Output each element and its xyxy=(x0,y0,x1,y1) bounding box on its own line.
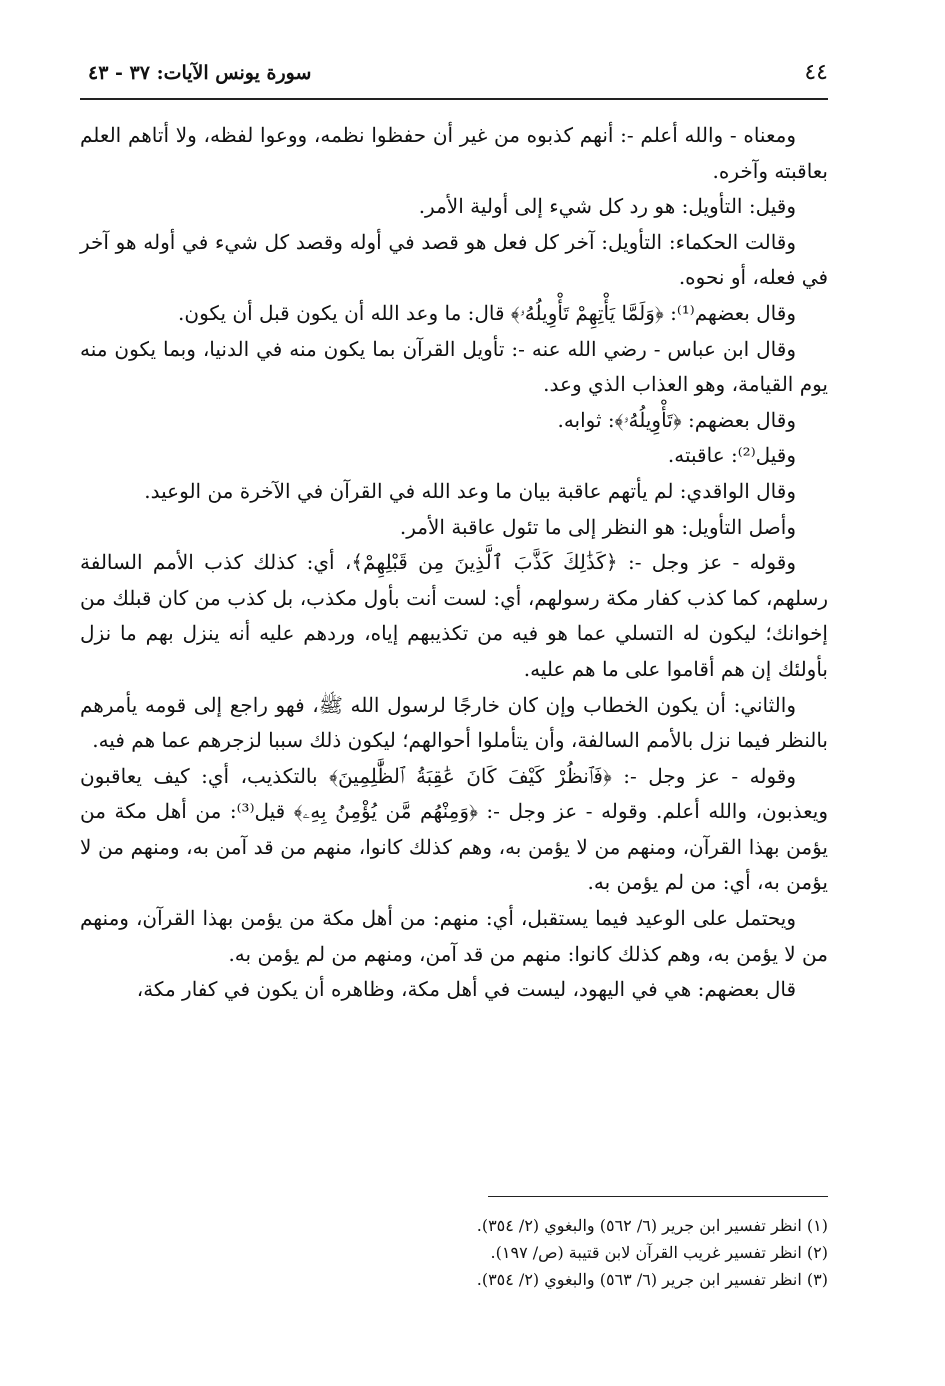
paragraph: وقيل: التأويل: هو رد كل شيء إلى أولية الأمر. xyxy=(418,194,796,219)
paragraph: وقال الواقدي: لم يأتهم عاقبة بيان ما وعد الله في القرآن في الآخرة من الوعيد. xyxy=(144,478,796,503)
main-text xyxy=(80,118,828,1008)
paragraph: وقوله - عز وجل -: ﴿فَٱنظُرْ كَيْفَ كَانَ عَٰقِبَةُ ٱلظَّٰلِمِينَ﴾ بالتكذيب، أي: كيف يعاقبون ويعذبون، والله أعلم. وقوله - عز وجل -: ﴿وَمِنْهُم مَّن يُؤْمِنُ بِهِۦ﴾ قيل⁽³⁾: من أهل مكة من يؤمن بهذا القرآن، ومنهم من لا يؤمن به، وهم كذلك كانوا، منهم من قد آمن به، ومنهم من لا يؤمن به، أي: من لم يؤمن به. xyxy=(80,763,828,895)
paragraph: وقال بعضهم⁽¹⁾: ﴿وَلَمَّا يَأْتِهِمْ تَأْوِيلُهُۥ﴾ قال: ما وعد الله أن يكون قبل أن يكون. xyxy=(178,300,796,325)
paragraph: وقيل⁽²⁾: عاقبته. xyxy=(667,443,796,468)
page-number: ٤٤ xyxy=(804,60,828,85)
paragraph: ويحتمل على الوعيد فيما يستقبل، أي: منهم: من أهل مكة من يؤمن بهذا القرآن، ومنهم من لا يؤمن به، وهم كذلك كانوا: منهم من قد آمن، ومنهم من لم يؤمن به. xyxy=(80,906,828,966)
footnotes xyxy=(80,1212,828,1293)
paragraph: وقال بعضهم: ﴿تَأْوِيلُهُۥ﴾: ثوابه. xyxy=(557,407,796,432)
footnote: (١) انظر تفسير ابن جرير (٦/ ٥٦٢) والبغوي (٢/ ٣٥٤). xyxy=(476,1216,828,1235)
footnote: (٣) انظر تفسير ابن جرير (٦/ ٥٦٣) والبغوي (٢/ ٣٥٤). xyxy=(476,1270,828,1289)
paragraph: وقوله - عز وجل -: ﴿كَذَٰلِكَ كَذَّبَ ٱلَّذِينَ مِن قَبْلِهِمْ﴾، أي: كذلك كذب الأمم السالفة رسلهم، كما كذب كفار مكة رسولهم، أي: لست أنت بأول مكذب، بل كذب من كان قبلك من إخوانك؛ ليكون له التسلي عما هو فيه من تكذيبهم إياه، وردهم عليه أنه ينزل بهم ما نزل بأولئك إن هم أقاموا على ما هم عليه. xyxy=(80,550,828,681)
footnote: (٢) انظر تفسير غريب القرآن لابن قتيبة (ص/ ١٩٧). xyxy=(490,1243,828,1262)
paragraph: والثاني: أن يكون الخطاب وإن كان خارجًا لرسول الله ﷺ، فهو راجع إلى قومه يأمرهم بالنظر فيما نزل بالأمم السالفة، وأن يتأملوا أحوالهم؛ ليكون ذلك سببا لزجرهم عما هم فيه. xyxy=(80,692,828,753)
paragraph: وقال ابن عباس - رضي الله عنه -: تأويل القرآن بما يكون منه في الدنيا، وبما يكون منه يوم القيامة، وهو العذاب الذي وعد. xyxy=(80,336,828,397)
paragraph: قال بعضهم: هي في اليهود، ليست في أهل مكة، وظاهره أن يكون في كفار مكة، xyxy=(136,977,796,1002)
running-title: سورة يونس الآيات: ٣٧ - ٤٣ xyxy=(88,62,312,84)
paragraph: وقالت الحكماء: التأويل: آخر كل فعل هو قصد في أوله وقصد كل شيء في أوله هو آخر في فعله، أو نحوه. xyxy=(80,229,828,290)
footnote-separator xyxy=(488,1196,828,1197)
page-header xyxy=(80,58,828,100)
paragraph: ومعناه - والله أعلم -: أنهم كذبوه من غير أن حفظوا نظمه، ووعوا لفظه، ولا أتاهم العلم بعاقبته وآخره. xyxy=(80,123,828,183)
paragraph: وأصل التأويل: هو النظر إلى ما تئول عاقبة الأمر. xyxy=(399,514,796,539)
